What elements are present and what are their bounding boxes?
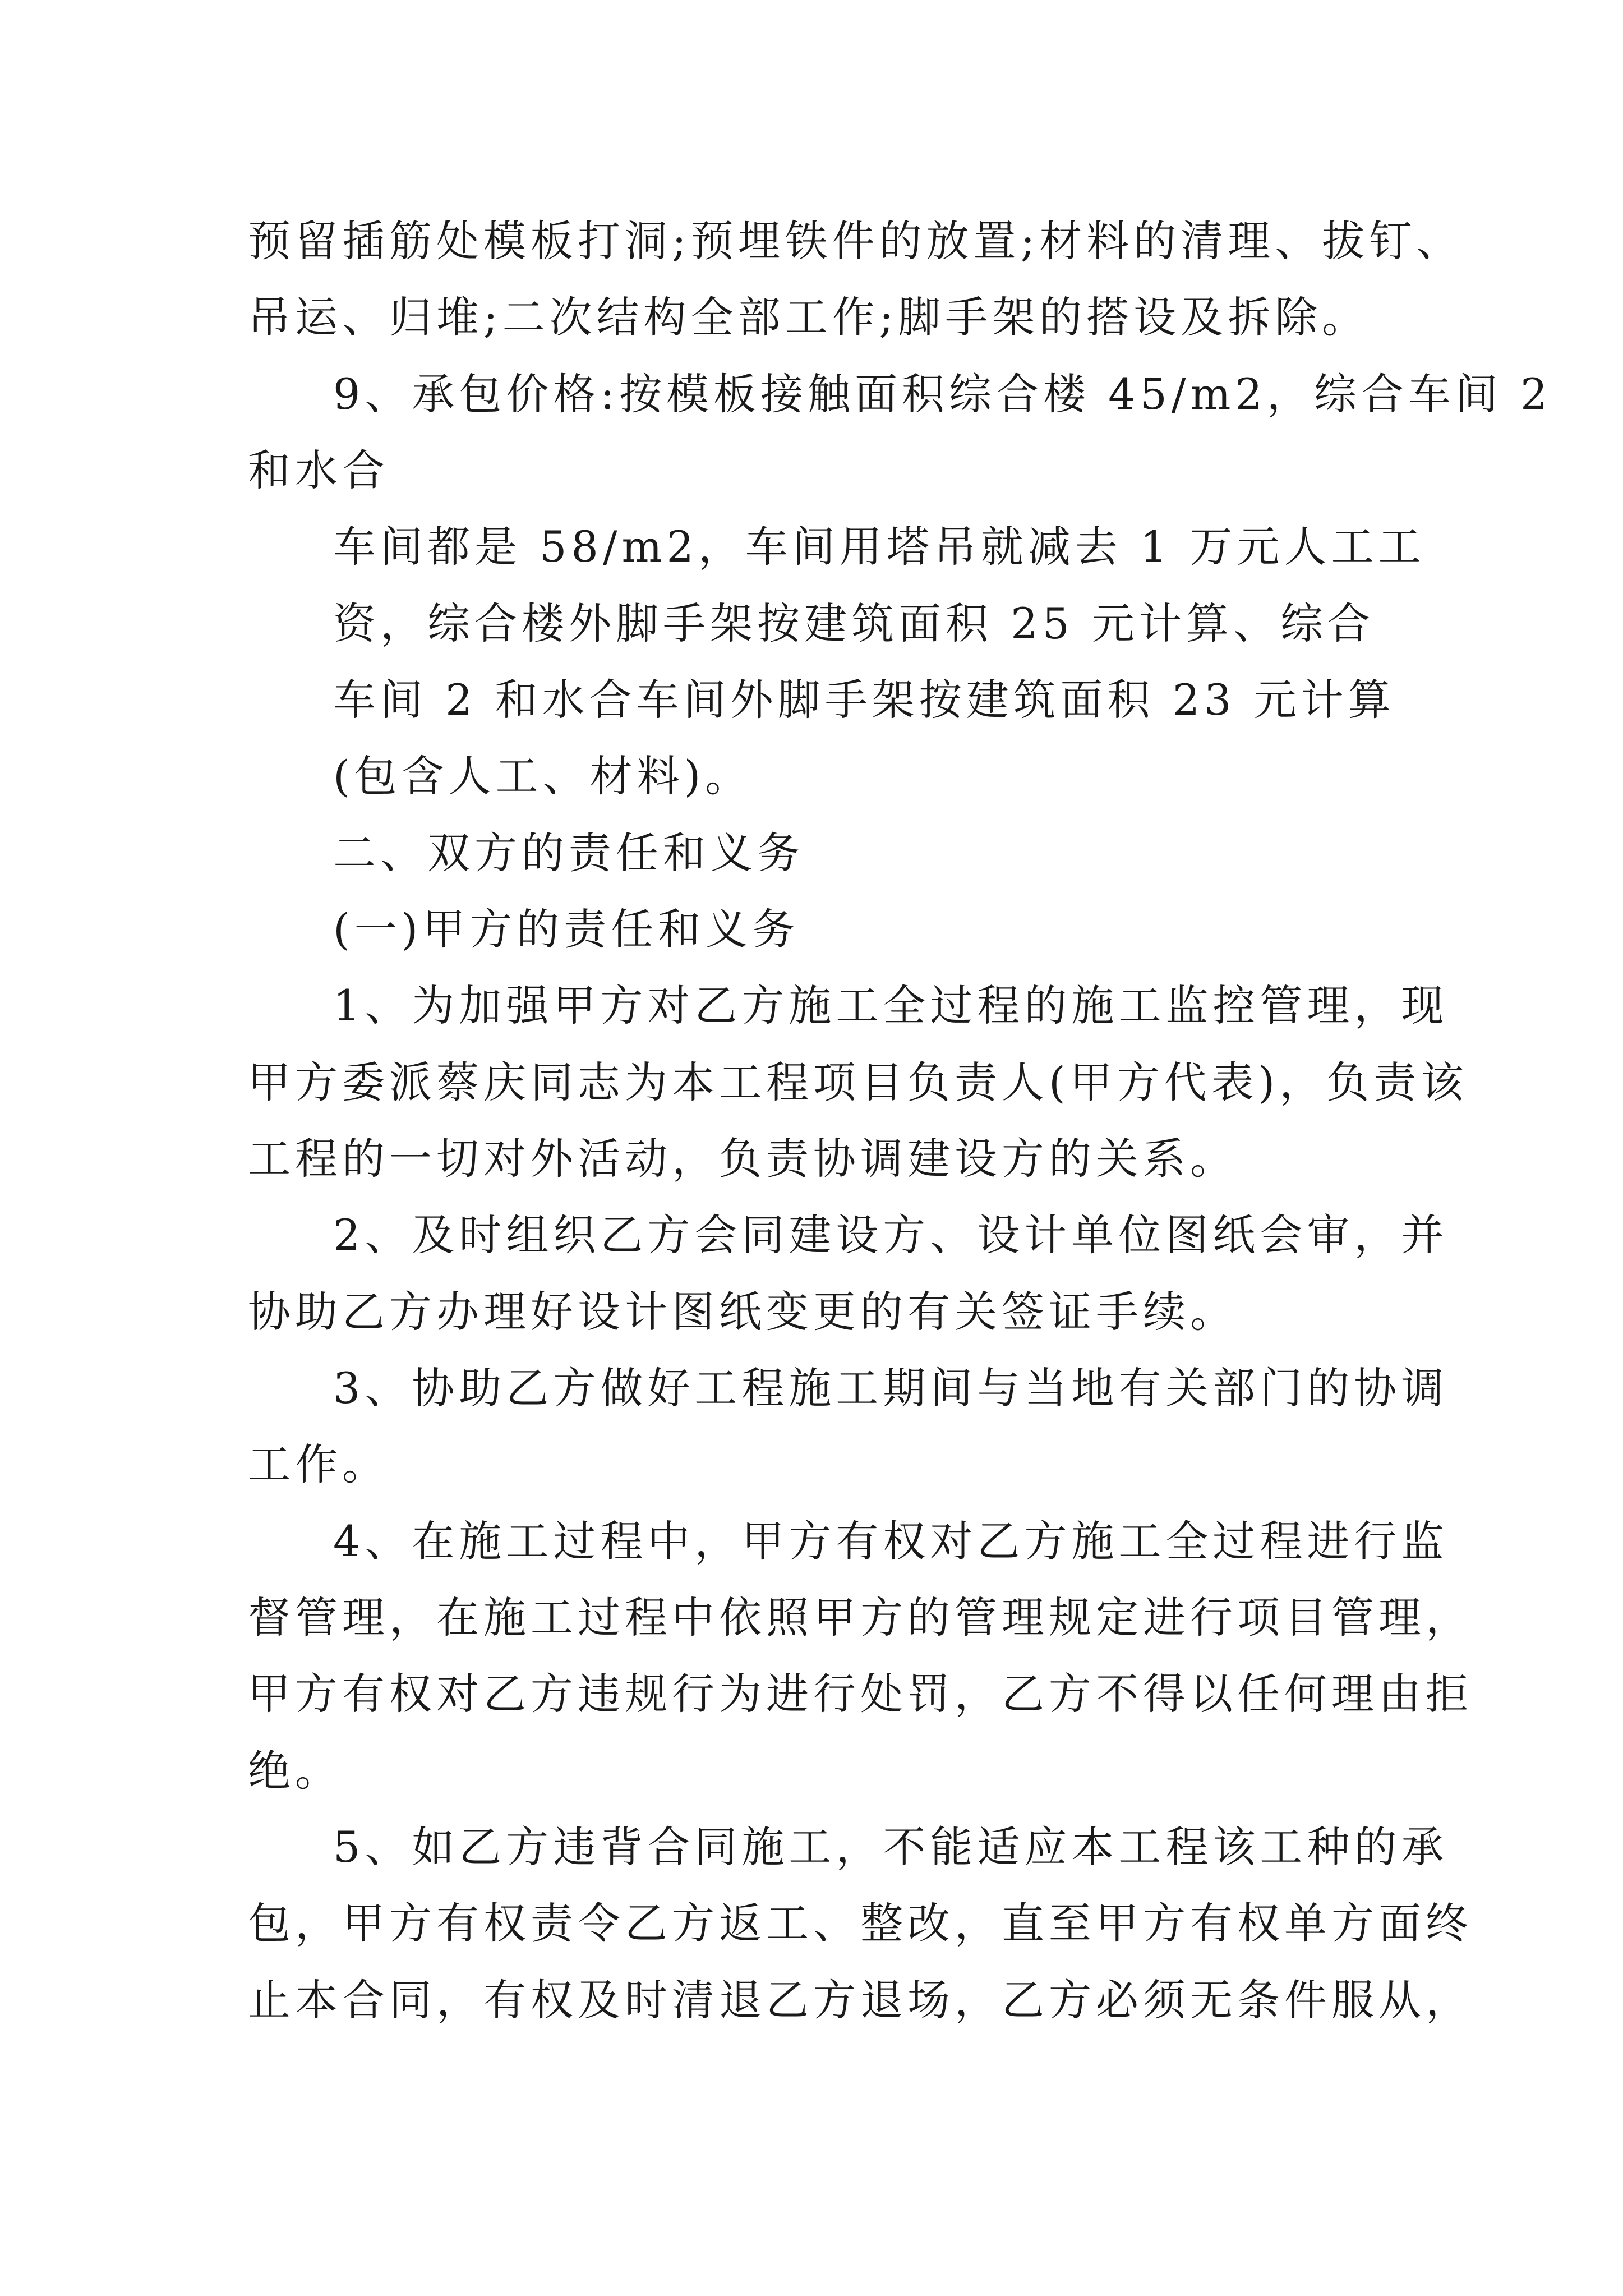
subsection-heading: (一)甲方的责任和义务 bbox=[333, 904, 800, 954]
text-line: 协助乙方办理好设计图纸变更的有关签证手续。 bbox=[248, 1287, 1237, 1337]
text-line: 吊运、归堆;二次结构全部工作;脚手架的搭设及拆除。 bbox=[248, 292, 1370, 342]
text-line: (包含人工、材料)。 bbox=[333, 751, 753, 801]
text-line: 和水合 bbox=[248, 445, 389, 495]
text-line: 资，综合楼外脚手架按建筑面积 25 元计算、综合 bbox=[333, 599, 1375, 648]
text-line: 绝。 bbox=[248, 1746, 342, 1796]
text-line: 3、协助乙方做好工程施工期间与当地有关部门的协调 bbox=[333, 1363, 1449, 1413]
text-line: 1、为加强甲方对乙方施工全过程的施工监控管理，现 bbox=[333, 981, 1449, 1030]
text-line: 督管理，在施工过程中依照甲方的管理规定进行项目管理， bbox=[248, 1593, 1473, 1642]
text-line: 工程的一切对外活动，负责协调建设方的关系。 bbox=[248, 1134, 1237, 1184]
text-line: 2、及时组织乙方会同建设方、设计单位图纸会审，并 bbox=[333, 1210, 1449, 1260]
text-line: 车间都是 58/m2，车间用塔吊就减去 1 万元人工工 bbox=[333, 522, 1426, 572]
text-line: 5、如乙方违背合同施工，不能适应本工程该工种的承 bbox=[333, 1822, 1449, 1872]
text-line: 工作。 bbox=[248, 1439, 389, 1489]
text-line: 甲方有权对乙方违规行为进行处罚，乙方不得以任何理由拒 bbox=[248, 1669, 1473, 1719]
text-line: 包，甲方有权责令乙方返工、整改，直至甲方有权单方面终 bbox=[248, 1898, 1473, 1948]
text-line: 止本合同，有权及时清退乙方退场，乙方必须无条件服从， bbox=[248, 1975, 1473, 2025]
section-heading: 二、双方的责任和义务 bbox=[333, 828, 804, 878]
text-line: 4、在施工过程中，甲方有权对乙方施工全过程进行监 bbox=[333, 1516, 1449, 1566]
text-line: 预留插筋处模板打洞;预埋铁件的放置;材料的清理、拔钉、 bbox=[248, 216, 1464, 266]
text-line: 甲方委派蔡庆同志为本工程项目负责人(甲方代表)，负责该 bbox=[248, 1057, 1468, 1107]
text-line: 车间 2 和水合车间外脚手架按建筑面积 23 元计算 bbox=[333, 675, 1395, 725]
text-line: 9、承包价格:按模板接触面积综合楼 45/m2，综合车间 2 bbox=[333, 369, 1552, 419]
